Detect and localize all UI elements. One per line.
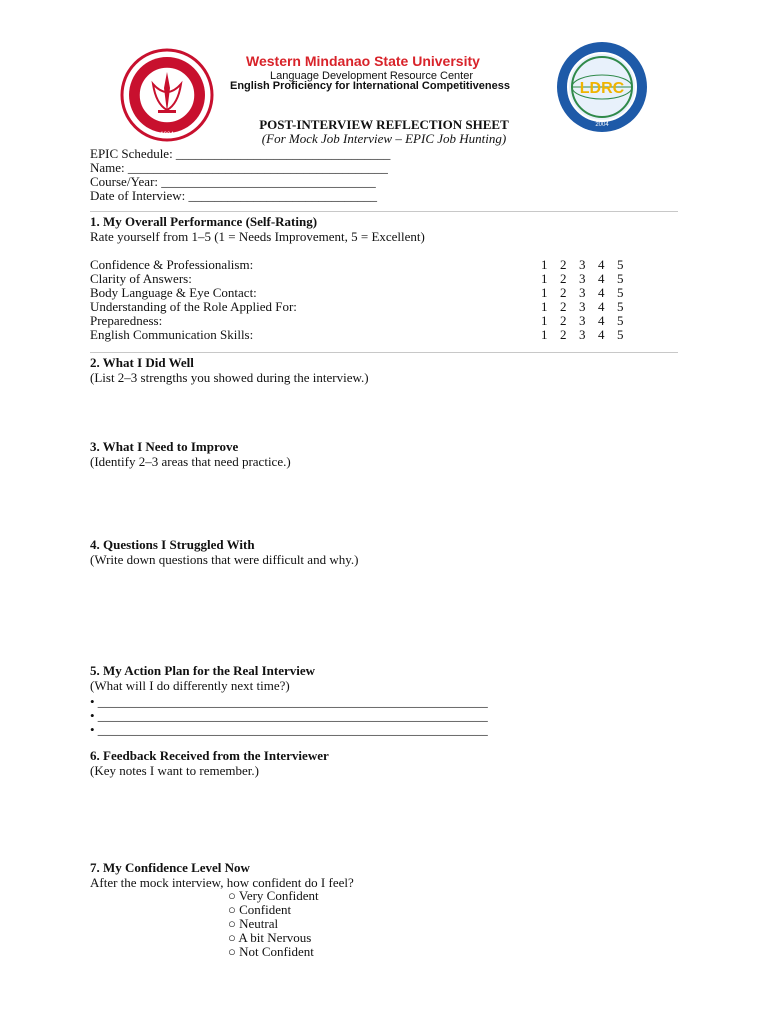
- rating-option[interactable]: 5: [617, 285, 624, 300]
- rating-item-label: Confidence & Professionalism:: [90, 257, 254, 272]
- section3-title: 3. What I Need to Improve: [90, 439, 239, 454]
- rating-option[interactable]: 2: [560, 327, 567, 342]
- rating-option[interactable]: 1: [541, 271, 548, 286]
- page-title: POST-INTERVIEW REFLECTION SHEET: [259, 117, 509, 132]
- rating-scale-row[interactable]: [541, 257, 636, 272]
- rating-option[interactable]: 4: [598, 313, 605, 328]
- rating-scale-row[interactable]: [541, 271, 636, 286]
- page-subtitle: (For Mock Job Interview – EPIC Job Hunting): [261, 131, 507, 146]
- divider: [90, 352, 678, 353]
- section5-title: 5. My Action Plan for the Real Interview: [90, 663, 316, 678]
- section2-title: 2. What I Did Well: [90, 355, 194, 370]
- rating-option[interactable]: 3: [579, 285, 586, 300]
- rating-option[interactable]: 3: [579, 327, 586, 342]
- section6-instruction: (Key notes I want to remember.): [90, 763, 259, 778]
- section4-instruction: (Write down questions that were difficult and why.): [90, 552, 359, 567]
- section5-instruction: (What will I do differently next time?): [90, 678, 290, 693]
- rating-item-label: English Communication Skills:: [90, 327, 254, 342]
- rating-option[interactable]: 2: [560, 313, 567, 328]
- rating-scale-row[interactable]: [541, 299, 636, 314]
- section7-title: 7. My Confidence Level Now: [90, 860, 250, 875]
- rating-option[interactable]: 1: [541, 327, 548, 342]
- svg-text:2004: 2004: [595, 122, 609, 128]
- svg-text:LDRC: LDRC: [579, 80, 625, 97]
- section3-instruction: (Identify 2–3 areas that need practice.): [90, 454, 291, 469]
- rating-item-label: Body Language & Eye Contact:: [90, 285, 257, 300]
- field-epic-schedule[interactable]: EPIC Schedule: _________________________________: [90, 146, 391, 161]
- rating-option[interactable]: 3: [579, 299, 586, 314]
- field-course-year[interactable]: Course/Year: _________________________________: [90, 174, 376, 189]
- confidence-option-confident[interactable]: ○ Confident: [228, 902, 292, 917]
- rating-option[interactable]: 1: [541, 285, 548, 300]
- action-plan-line[interactable]: • ____________________________________________________________: [90, 708, 488, 723]
- action-plan-line[interactable]: • ____________________________________________________________: [90, 722, 488, 737]
- section1-title: 1. My Overall Performance (Self-Rating): [90, 214, 318, 229]
- section1-instruction: Rate yourself from 1–5 (1 = Needs Improvement, 5 = Excellent): [90, 229, 425, 244]
- rating-option[interactable]: 2: [560, 257, 567, 272]
- rating-option[interactable]: 4: [598, 285, 605, 300]
- rating-option[interactable]: 5: [617, 327, 624, 342]
- rating-item-label: Understanding of the Role Applied For:: [90, 299, 297, 314]
- rating-option[interactable]: 5: [617, 257, 624, 272]
- section6-title: 6. Feedback Received from the Interviewer: [90, 748, 329, 763]
- confidence-option-neutral[interactable]: ○ Neutral: [228, 916, 279, 931]
- rating-option[interactable]: 3: [579, 257, 586, 272]
- section4-title: 4. Questions I Struggled With: [90, 537, 255, 552]
- field-date-of-interview[interactable]: Date of Interview: _____________________________: [90, 188, 378, 203]
- rating-option[interactable]: 2: [560, 271, 567, 286]
- rating-scale-row[interactable]: [541, 313, 636, 328]
- rating-item-label: Preparedness:: [90, 313, 163, 328]
- rating-option[interactable]: 4: [598, 299, 605, 314]
- rating-option[interactable]: 1: [541, 313, 548, 328]
- university-name: Western Mindanao State University: [246, 53, 480, 69]
- confidence-option-not-confident[interactable]: ○ Not Confident: [228, 944, 314, 959]
- rating-option[interactable]: 3: [579, 271, 586, 286]
- confidence-option-a-bit-nervous[interactable]: ○ A bit Nervous: [228, 930, 312, 945]
- divider: [90, 211, 678, 212]
- rating-option[interactable]: 1: [541, 299, 548, 314]
- confidence-option-very-confident[interactable]: ○ Very Confident: [228, 888, 319, 903]
- rating-scale-row[interactable]: [541, 327, 636, 342]
- rating-option[interactable]: 4: [598, 327, 605, 342]
- section2-instruction: (List 2–3 strengths you showed during the interview.): [90, 370, 369, 385]
- section7-instruction: After the mock interview, how confident do I feel?: [90, 875, 354, 890]
- rating-option[interactable]: 5: [617, 299, 624, 314]
- rating-option[interactable]: 5: [617, 313, 624, 328]
- rating-option[interactable]: 3: [579, 313, 586, 328]
- program-name: English Proficiency for International Competitiveness: [230, 80, 510, 92]
- svg-text:1904: 1904: [160, 132, 174, 138]
- rating-item-label: Clarity of Answers:: [90, 271, 192, 286]
- field-name[interactable]: Name: ________________________________________: [90, 160, 388, 175]
- rating-option[interactable]: 4: [598, 257, 605, 272]
- rating-option[interactable]: 4: [598, 271, 605, 286]
- rating-option[interactable]: 1: [541, 257, 548, 272]
- rating-option[interactable]: 2: [560, 285, 567, 300]
- rating-option[interactable]: 5: [617, 271, 624, 286]
- action-plan-line[interactable]: • ____________________________________________________________: [90, 694, 488, 709]
- center-name: Language Development Resource Center: [270, 70, 474, 82]
- rating-option[interactable]: 2: [560, 299, 567, 314]
- rating-scale-row[interactable]: [541, 285, 636, 300]
